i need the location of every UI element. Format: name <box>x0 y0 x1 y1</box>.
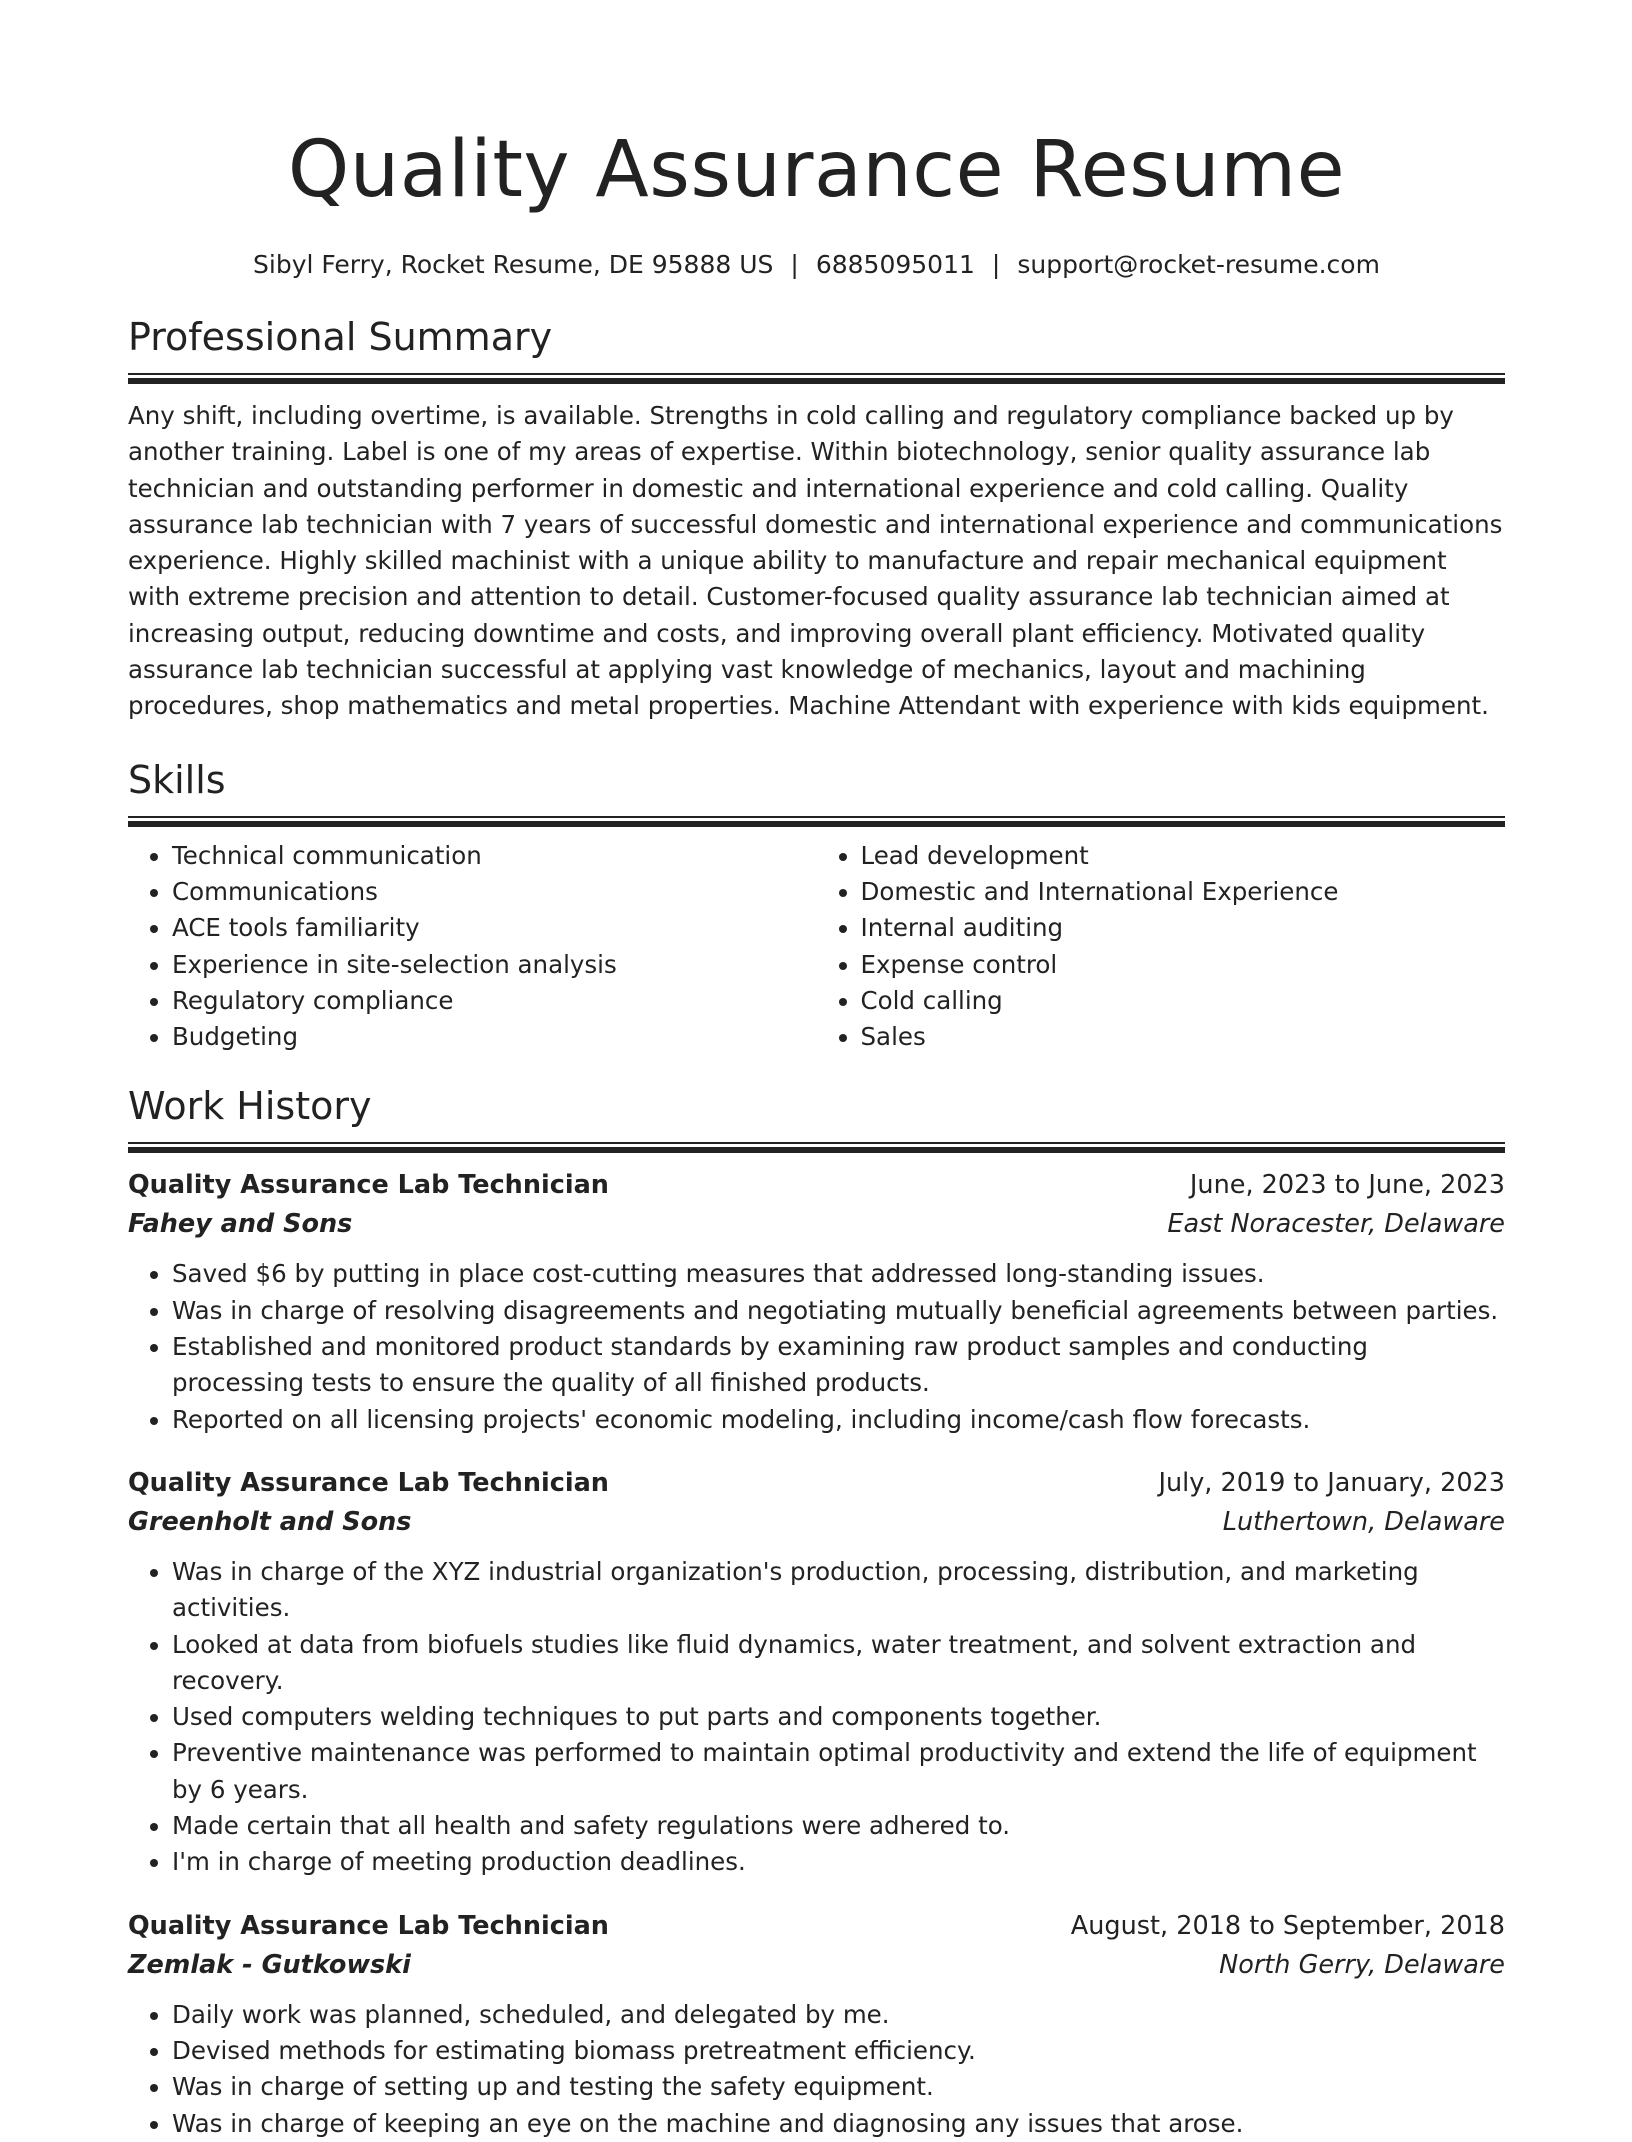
job-bullet: • Preventive maintenance was performed to maintain optimal productivity and extend the life of equipment by 6 years. <box>172 1735 1505 1808</box>
job-title: Quality Assurance Lab Technician <box>128 1467 609 1498</box>
job-bullet: • Made certain that all health and safety regulations were adhered to. <box>172 1808 1505 1844</box>
job-header <box>128 1165 1505 1205</box>
job-bullet: • Was in charge of the XYZ industrial organization's production, processing, distribution, and marketing activities. <box>172 1554 1505 1627</box>
contact-email: support@rocket-resume.com <box>1017 250 1380 279</box>
skill-item: • Internal auditing <box>861 910 1506 946</box>
job-bullet-list <box>128 1997 1505 2142</box>
job-bullet: • Used computers welding techniques to put parts and components together. <box>172 1699 1505 1735</box>
job-company: Greenholt and Sons <box>128 1506 412 1537</box>
skill-item: • Regulatory compliance <box>172 983 817 1019</box>
job-title: Quality Assurance Lab Technician <box>128 1910 609 1941</box>
job-header <box>128 1463 1505 1503</box>
section-divider <box>128 373 1505 384</box>
section-heading-summary: Professional Summary <box>128 315 553 359</box>
skill-item: • Technical communication <box>172 838 817 874</box>
contact-line <box>128 248 1505 282</box>
skills-list-left <box>128 838 817 1056</box>
job-entry <box>128 1906 1505 2142</box>
section-heading-work-history: Work History <box>128 1084 372 1129</box>
job-bullet: • Was in charge of resolving disagreements and negotiating mutually beneficial agreements between parties. <box>172 1293 1505 1329</box>
job-subheader <box>128 1946 1505 1984</box>
job-dates: August, 2018 to September, 2018 <box>1070 1910 1505 1941</box>
job-location: North Gerry, Delaware <box>1219 1949 1505 1980</box>
job-dates: July, 2019 to January, 2023 <box>1158 1467 1505 1498</box>
skills-list-right <box>817 838 1506 1056</box>
job-bullet: • Daily work was planned, scheduled, and delegated by me. <box>172 1997 1505 2033</box>
skill-item: • Sales <box>861 1019 1506 1055</box>
job-bullet: • I'm in charge of meeting production deadlines. <box>172 1844 1505 1880</box>
summary-text: Any shift, including overtime, is available. Strengths in cold calling and regulatory compliance backed up by another training. Label is one of my areas of expertise. Within biotechnology, senior quality assurance lab technician and outstanding performer in domestic and international experience and cold calling. Quality assurance lab technician with 7 years of successful domestic and international experience and communications experience. Highly skilled machinist with a unique ability to manufacture and repair mechanical equipment with extreme precision and attention to detail. Customer-focused quality assurance lab technician aimed at increasing output, reducing downtime and costs, and improving overall plant efficiency. Motivated quality assurance lab technician successful at applying vast knowledge of mechanics, layout and machining procedures, shop mathematics and metal properties. Machine Attendant with experience with kids equipment. <box>128 401 1503 721</box>
resume-title: Quality Assurance Resume <box>287 125 1346 215</box>
job-dates: June, 2023 to June, 2023 <box>1189 1170 1505 1201</box>
skill-item: • ACE tools familiarity <box>172 910 817 946</box>
skill-item: • Lead development <box>861 838 1506 874</box>
contact-phone: 6885095011 <box>815 250 975 279</box>
job-location: East Noracester, Delaware <box>1167 1209 1505 1240</box>
job-title: Quality Assurance Lab Technician <box>128 1170 609 1201</box>
section-heading-skills: Skills <box>128 757 226 802</box>
job-subheader <box>128 1205 1505 1243</box>
job-bullet: • Devised methods for estimating biomass pretreatment efficiency. <box>172 2033 1505 2069</box>
skill-item: • Communications <box>172 874 817 910</box>
job-bullet: • Was in charge of keeping an eye on the machine and diagnosing any issues that arose. <box>172 2106 1505 2142</box>
job-location: Luthertown, Delaware <box>1222 1506 1505 1537</box>
skills-grid <box>128 838 1505 1056</box>
job-company: Fahey and Sons <box>128 1209 353 1240</box>
job-bullet: • Reported on all licensing projects' economic modeling, including income/cash flow forecasts. <box>172 1402 1505 1438</box>
job-header <box>128 1906 1505 1946</box>
professional-summary-section <box>128 313 1505 725</box>
contact-separator: | <box>991 250 1001 279</box>
job-subheader <box>128 1503 1505 1541</box>
job-entry <box>128 1463 1505 1881</box>
contact-address: Sibyl Ferry, Rocket Resume, DE 95888 US <box>253 250 774 279</box>
contact-separator: | <box>790 250 799 279</box>
job-bullet: • Saved $6 by putting in place cost-cutting measures that addressed long-standing issues. <box>172 1256 1505 1292</box>
job-bullet: • Looked at data from biofuels studies like fluid dynamics, water treatment, and solvent extraction and recovery. <box>172 1627 1505 1700</box>
job-bullet: • Established and monitored product standards by examining raw product samples and conducting processing tests to ensure the quality of all finished products. <box>172 1329 1505 1402</box>
skills-section <box>128 756 1505 1056</box>
skill-item: • Budgeting <box>172 1019 817 1055</box>
job-entry <box>128 1165 1505 1437</box>
job-bullet-list <box>128 1554 1505 1881</box>
skill-item: • Cold calling <box>861 983 1506 1019</box>
section-divider <box>128 816 1505 827</box>
job-company: Zemlak - Gutkowski <box>128 1949 411 1980</box>
skill-item: • Experience in site-selection analysis <box>172 947 817 983</box>
job-bullet-list <box>128 1256 1505 1437</box>
job-bullet: • Was in charge of setting up and testing the safety equipment. <box>172 2069 1505 2105</box>
skill-item: • Domestic and International Experience <box>861 874 1506 910</box>
work-history-section <box>128 1082 1505 2141</box>
section-divider <box>128 1142 1505 1153</box>
skill-item: • Expense control <box>861 947 1506 983</box>
